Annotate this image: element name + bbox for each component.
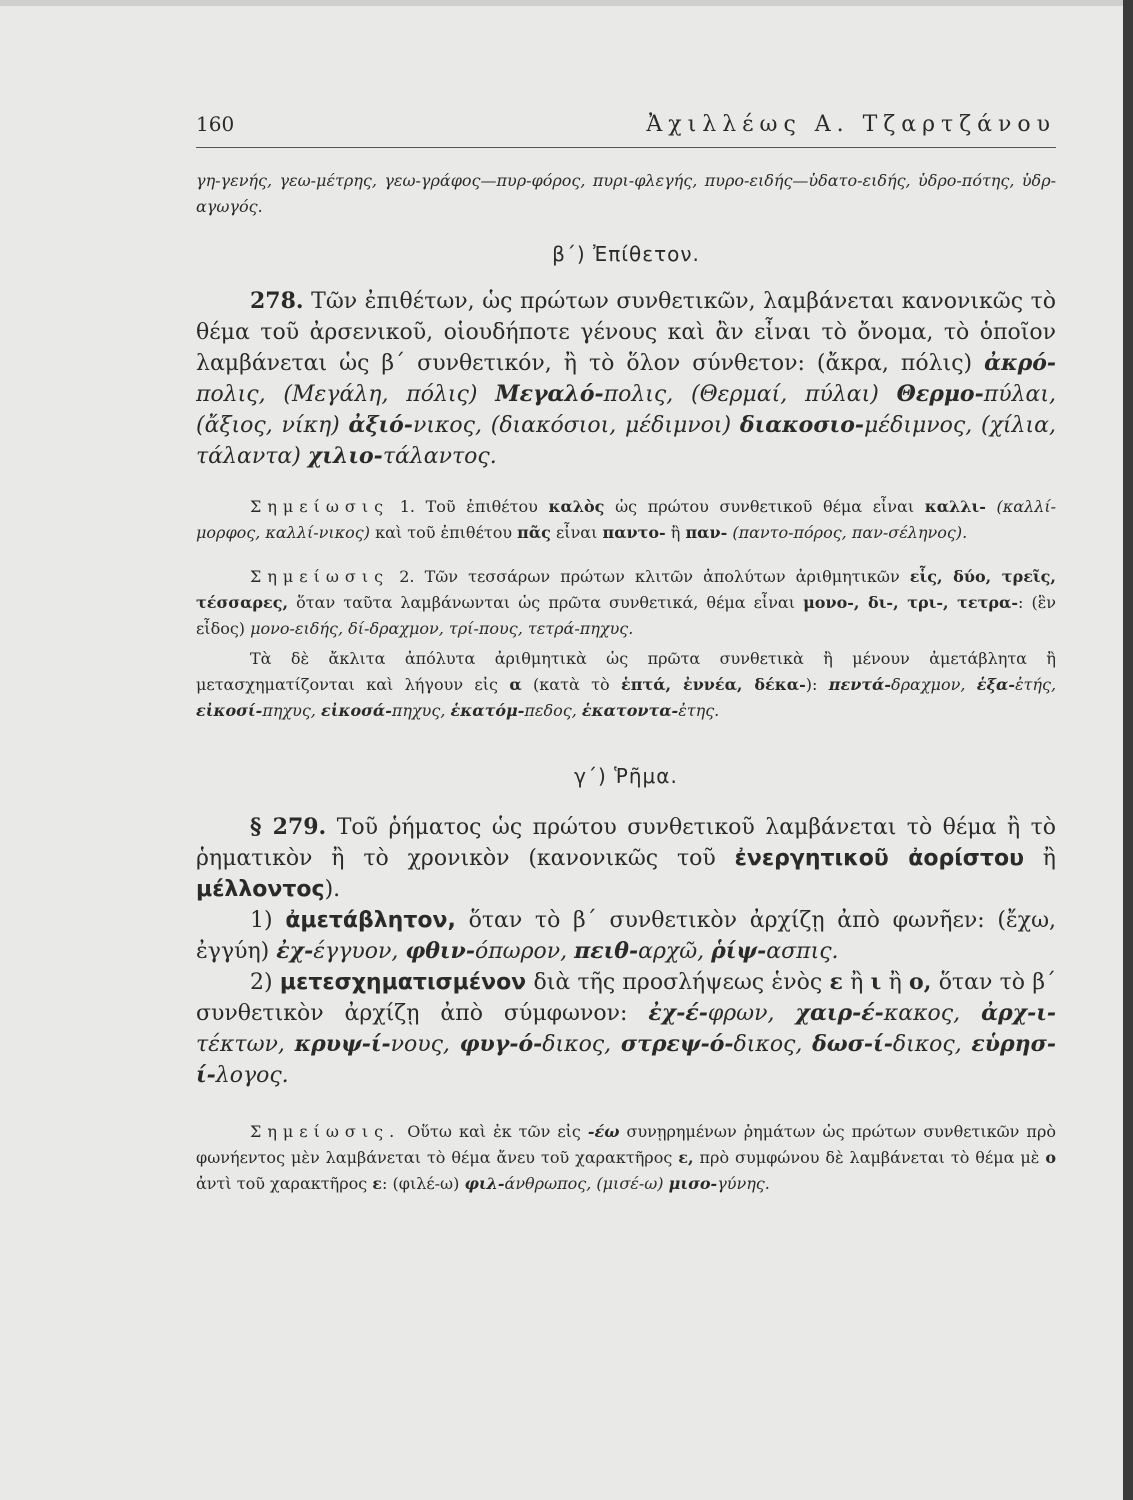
text: ὅταν τὸ β΄ συνθετικὸν ἀρχίζῃ ἀπὸ φωνῆεν: (ἔχω, ἐγγύη) — [196, 908, 1057, 964]
text: μέδιμνος, (χίλια, τάλαντα) — [196, 413, 1056, 469]
term: μονο-, δι-, τρι-, τετρα- — [803, 593, 1018, 612]
text: ἐτής, — [1014, 675, 1057, 694]
text: 2. Τῶν τεσσάρων πρώτων κλιτῶν ἀπολύτων ἀριθμητικῶν — [399, 567, 900, 586]
term: εὑρησ-ί- — [196, 1031, 1057, 1088]
text: ἢ — [670, 523, 681, 542]
term: -έω — [587, 1122, 620, 1141]
text: τέκτων, — [196, 1032, 285, 1057]
term: πειθ- — [574, 938, 639, 964]
term: χιλιο- — [307, 443, 383, 469]
term: φθιν- — [405, 938, 475, 964]
term: ἑξα- — [976, 675, 1015, 694]
term: στρεψ-ό- — [620, 1031, 734, 1057]
example: (παντο-πόρος, παν-σέληνος). — [732, 523, 968, 542]
note-label: Σημείωσις — [250, 497, 390, 516]
item-2 — [196, 967, 1056, 1091]
note-2-continued — [196, 646, 1056, 724]
term: πεντά- — [828, 675, 892, 694]
text: ). — [324, 877, 341, 902]
text: κακος, — [883, 1001, 961, 1026]
term: εἰκοσά- — [320, 701, 392, 720]
term: μέλλοντος — [196, 877, 325, 902]
term: μισο- — [668, 1174, 718, 1193]
heading-verb: γ΄) Ῥῆμα. — [574, 764, 678, 788]
text: πύλαι, (ἄξιος, νίκη) — [196, 382, 1056, 438]
note-3 — [196, 1119, 1056, 1197]
term: πολις, (Μεγάλη, πόλις) — [196, 382, 478, 407]
text: δικος, — [542, 1032, 612, 1057]
term: ο — [1045, 1148, 1057, 1167]
text: ἐτης. — [678, 701, 720, 720]
text: ὅταν ταῦτα λαμβάνωνται ὡς πρῶτα συνθετικά, θέμα εἶναι — [296, 593, 796, 612]
text: καὶ τοῦ ἐπιθέτου — [375, 523, 513, 542]
page-number: 160 — [196, 112, 235, 136]
text: τάλαντος. — [382, 444, 497, 469]
term: ῥίψ- — [711, 938, 767, 964]
text: λογος. — [215, 1063, 289, 1088]
term: χαιρ-έ- — [795, 1000, 884, 1026]
text: πολις, (Θερμαί, πύλαι) — [603, 382, 879, 407]
text: δραχμον, — [891, 675, 966, 694]
text: δικος, — [733, 1032, 803, 1057]
term: α — [509, 675, 522, 694]
term: ἀρχ-ι- — [981, 1000, 1056, 1026]
text: νικος, (διακόσιοι, μέδιμνοι) — [412, 413, 732, 438]
term: μετεσχηματισμένον — [279, 970, 527, 995]
term: φυγ-ό- — [459, 1031, 543, 1057]
text: : (φιλέ-ω) — [382, 1174, 460, 1193]
term: καλλι- — [924, 497, 986, 516]
term: ἐχ- — [276, 938, 314, 964]
term: ἑκατοντα- — [581, 701, 679, 720]
scan-border-right — [1123, 0, 1133, 1500]
text: άνθρωπος, (μισέ-ω) — [504, 1174, 664, 1193]
term: ἑπτά, ἐννέα, δέκα- — [621, 675, 806, 694]
text: πεδος, — [524, 701, 577, 720]
term: ἀκρό- — [984, 350, 1057, 376]
section-number: § 279. — [250, 814, 327, 840]
term: Θερμο- — [896, 381, 984, 407]
text: διὰ τῆς προσλήψεως ἑνὸς — [533, 970, 823, 995]
term: Μεγαλό- — [495, 381, 604, 407]
term: παντο- — [602, 523, 666, 542]
text: ἢ — [1042, 846, 1056, 871]
example: μονο-ειδής, δί-δραχμον, τρί-πους, τετρά-πηχυς. — [250, 619, 634, 638]
intro-paragraph: γη-γενής, γεω-μέτρης, γεω-γράφος—πυρ-φόρος, πυρι-φλεγής, πυρο-ειδής—ὑδατο-ειδής, ὑδρο-πότης, ὑδρ-αγωγός. — [196, 171, 1056, 216]
term: παν- — [685, 523, 728, 542]
text: 1) — [250, 908, 273, 933]
term: ο, — [909, 969, 932, 995]
text: γύνης. — [717, 1174, 770, 1193]
term: πᾶς — [517, 523, 551, 542]
term: δωσ-ί- — [812, 1031, 893, 1057]
term: καλὸς — [548, 497, 605, 516]
paragraph-278 — [196, 286, 1056, 472]
term: ε — [372, 1174, 383, 1193]
text: όπωρον, — [474, 939, 568, 964]
term: φιλ- — [464, 1174, 505, 1193]
term: ἑκατόμ- — [450, 701, 525, 720]
text: αρχῶ, — [638, 939, 705, 964]
term: ε, — [678, 1148, 694, 1167]
item-1 — [196, 905, 1056, 967]
term: ἀμετάβλητον, — [285, 908, 456, 933]
text: ἢ — [850, 970, 864, 995]
term: ἀξιό- — [348, 412, 413, 438]
text: πρὸ συμφώνου δὲ λαμβάνεται τὸ θέμα μὲ — [699, 1148, 1040, 1167]
text: ὅταν τὸ β΄ συνθετικὸν ἀρχίζῃ ἀπὸ σύμφωνον: — [196, 970, 1057, 1026]
text: ὡς πρώτου συνθετικοῦ θέμα εἶναι — [615, 497, 915, 516]
term: εἰκοσί- — [196, 701, 263, 720]
text: δικος, — [892, 1032, 962, 1057]
text: ασπις. — [766, 939, 839, 964]
term: διακοσιο- — [739, 412, 865, 438]
text: πηχυς, — [391, 701, 446, 720]
heading-adjective: β΄) Ἐπίθετον. — [552, 242, 700, 266]
text: 2) — [250, 970, 273, 995]
term: εἷς, δύο, τρεῖς, τέσσαρες, — [196, 567, 1056, 612]
note-2 — [196, 564, 1056, 642]
running-author: Ἀχιλλέως Α. Τζαρτζάνου — [646, 112, 1056, 137]
term: ι — [870, 969, 882, 995]
term: ἐχ-έ- — [648, 1000, 708, 1026]
term: κρυψ-ί- — [294, 1031, 391, 1057]
section-number: 278. — [250, 288, 304, 314]
text: νους, — [390, 1032, 450, 1057]
text: : (ἓν εἶδος) — [196, 593, 1057, 638]
text: φρων, — [707, 1001, 775, 1026]
text: Τῶν ἐπιθέτων, ὡς πρώτων συνθετικῶν, λαμβάνεται κανονικῶς τὸ θέμα τοῦ ἀρσενικοῦ, οἱουδήποτε γένους καὶ ἂν εἶναι τὸ ὄνομα, τὸ ὁποῖον λαμβάνεται ὡς β΄ συνθετικόν, ἢ τὸ ὅλον σύνθετον: (ἄκρα, πόλις) — [196, 289, 1056, 376]
note-label: Σημείωσις. — [250, 1122, 401, 1141]
text: πηχυς, — [262, 701, 316, 720]
term: ἐνεργητικοῦ ἀορίστου — [734, 846, 1024, 871]
term: ε — [829, 969, 843, 995]
text: Τὰ δὲ ἄκλιτα ἀπόλυτα ἀριθμητικὰ ὡς πρῶτα συνθετικὰ ἢ μένουν ἀμετάβλητα ἢ μετασχηματίζονται καὶ λήγουν εἰς — [196, 649, 1056, 694]
text: εἶναι — [556, 523, 598, 542]
text: 1. Τοῦ ἐπιθέτου — [399, 497, 538, 516]
note-1 — [196, 494, 1056, 546]
running-header — [196, 112, 1056, 148]
book-page — [196, 112, 1056, 1197]
note-label: Σημείωσις — [250, 567, 390, 586]
text: Οὕτω καὶ ἐκ τῶν εἰς — [407, 1122, 581, 1141]
scan-border-top — [0, 0, 1133, 6]
example: (καλλί-μορφος, καλλί-νικος) — [196, 497, 1057, 542]
text: (κατὰ τὸ — [533, 675, 610, 694]
paragraph-279 — [196, 812, 1056, 905]
text: ): — [805, 675, 818, 694]
text: συνῃρημένων ῥημάτων ὡς πρώτων συνθετικῶν πρὸ φωνήεντος μὲν λαμβάνεται τὸ θέμα ἄνευ τοῦ χαρακτῆρος — [196, 1122, 1056, 1167]
text: ἢ — [888, 970, 902, 995]
text: ἀντὶ τοῦ χαρακτῆρος — [196, 1174, 368, 1193]
text: Τοῦ ῥήματος ὡς πρώτου συνθετικοῦ λαμβάνεται τὸ θέμα ἢ τὸ ῥηματικὸν ἢ τὸ χρονικὸν (κανονικῶς τοῦ — [196, 815, 1056, 871]
text: έγγυον, — [313, 939, 399, 964]
